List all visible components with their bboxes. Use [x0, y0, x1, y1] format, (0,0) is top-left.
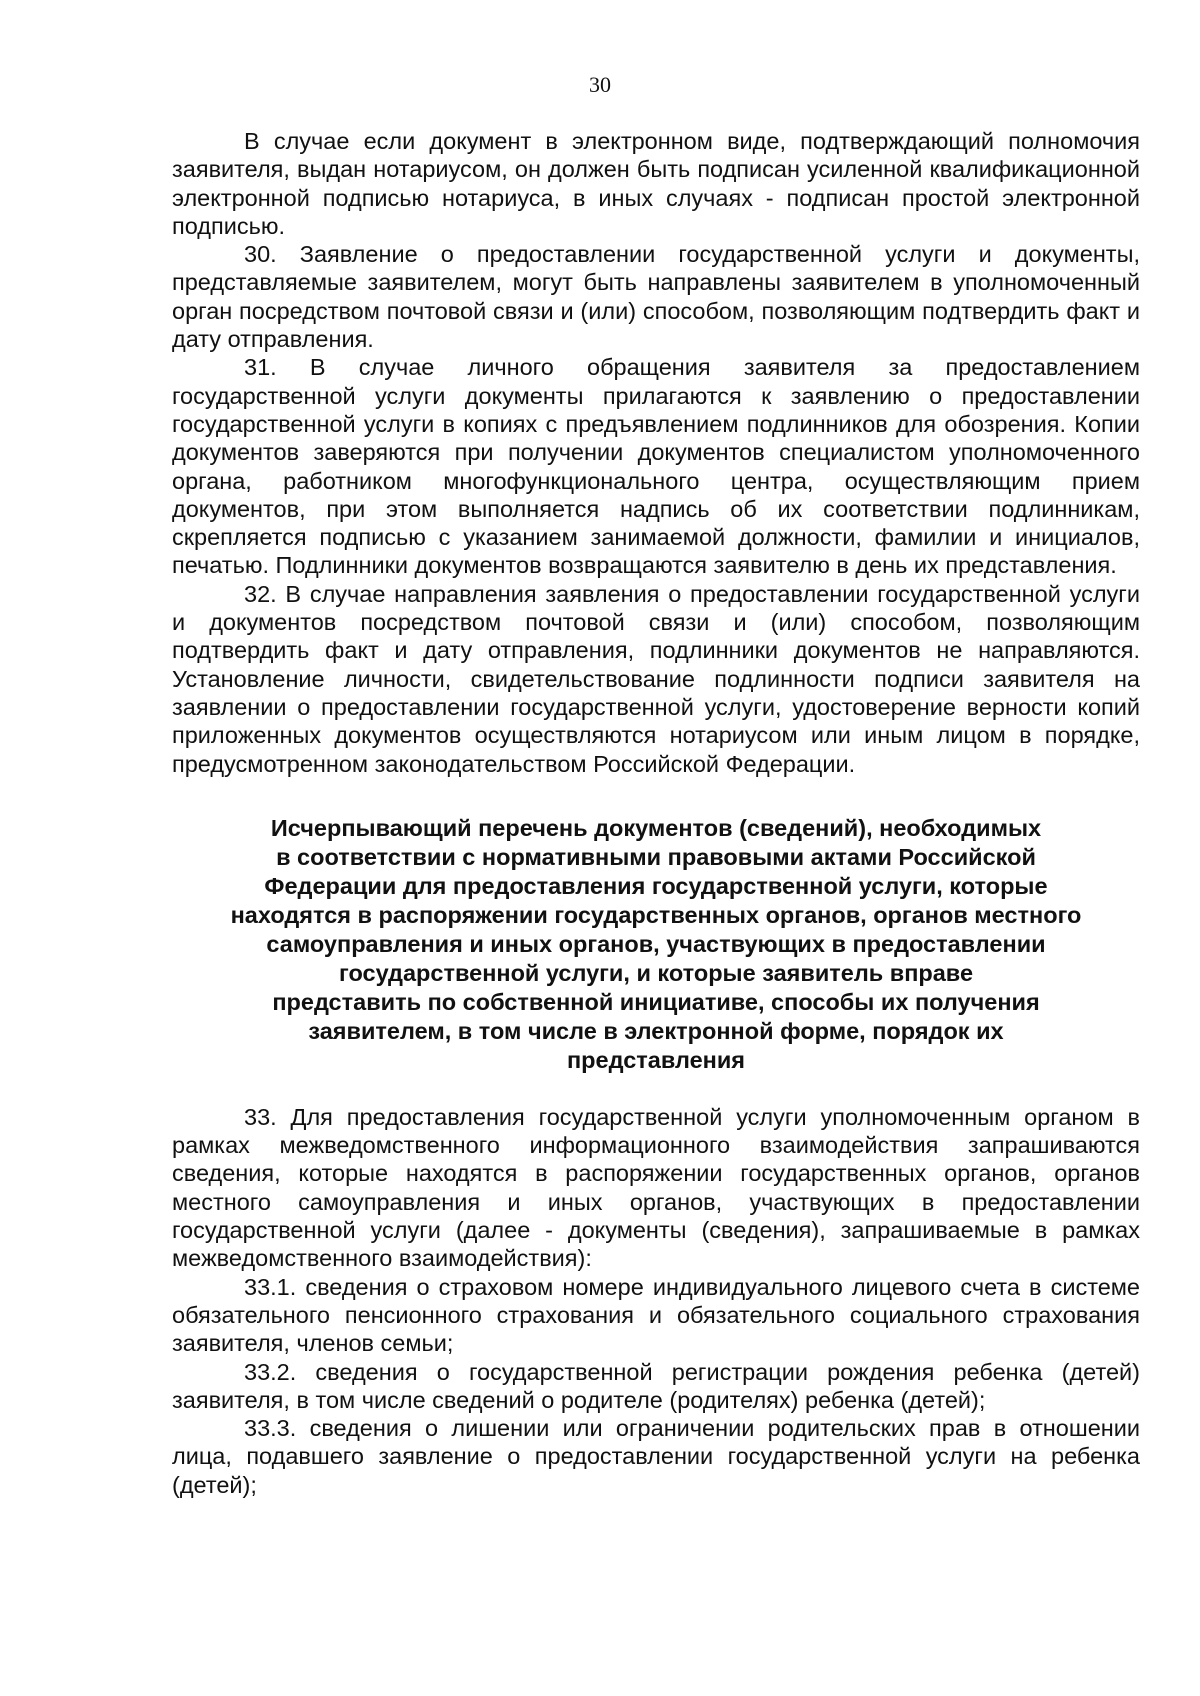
section-heading-line: представления — [566, 1046, 746, 1073]
paragraph-electronic-signature: В случае если документ в электронном виде, подтверждающий полномочия заявителя, выдан нотариусом, он должен быть подписан усиленной квалификационной электронной подписью нотариуса, в иных случаях - подписан простой электронной подписью. — [172, 128, 1140, 239]
page-number: 30 — [589, 72, 611, 97]
section-heading-line: находятся в распоряжении государственных органов, органов местного — [230, 901, 1082, 928]
section-heading-line: заявителем, в том числе в электронной форме, порядок их — [308, 1017, 1004, 1044]
paragraph-31: 31. В случае личного обращения заявителя за предоставлением государственной услуги документы прилагаются к заявлению о предоставлении государственной услуги в копиях с предъявлением подлинников для обозрения. Копии документов заверяются при получении документов специалистом уполномоченного органа, работником многофункционального центра, осуществляющим прием документов, при этом выполняется надпись об их соответствии подлинникам, скрепляется подписью с указанием занимаемой должности, фамилии и инициалов, печатью. Подлинники документов возвращаются заявителю в день их представления. — [172, 354, 1140, 579]
section-spacer — [172, 1075, 1140, 1103]
section-heading-line: Федерации для предоставления государственной услуги, которые — [264, 872, 1048, 899]
section-heading-line: государственной услуги, и которые заявитель вправе — [338, 959, 974, 986]
paragraph-33: 33. Для предоставления государственной услуги уполномоченным органом в рамках межведомственного информационного взаимодействия запрашиваются сведения, которые находятся в распоряжении государственных органов, органов местного самоуправления и иных органов, участвующих в предоставлении государственной услуги (далее - документы (сведения), запрашиваемые в рамках межведомственного взаимодействия): — [172, 1103, 1140, 1272]
paragraph-33-1: 33.1. сведения о страховом номере индивидуального лицевого счета в системе обязательного пенсионного страхования и обязательного социального страхования заявителя, членов семьи; — [172, 1273, 1140, 1357]
paragraph-32: 32. В случае направления заявления о предоставлении государственной услуги и документов посредством почтовой связи и (или) способом, позволяющим подтвердить факт и дату отправления, подлинники документов не направляются. Установление личности, свидетельствование подлинности подписи заявителя на заявлении о предоставлении государственной услуги, удостоверение верности копий приложенных документов осуществляются нотариусом или иным лицом в порядке, предусмотренном законодательством Российской Федерации. — [172, 580, 1140, 777]
paragraph-33-2: 33.2. сведения о государственной регистрации рождения ребенка (детей) заявителя, в том числе сведений о родителе (родителях) ребенка (детей); — [172, 1358, 1140, 1413]
section-heading — [172, 814, 1140, 1075]
section-heading-line: в соответствии с нормативными правовыми актами Российской — [276, 843, 1036, 870]
section-heading-line: представить по собственной инициативе, способы их получения — [272, 988, 1040, 1015]
section-heading-line: самоуправления и иных органов, участвующих в предоставлении — [266, 930, 1046, 957]
section-heading-line: Исчерпывающий перечень документов (сведений), необходимых — [270, 814, 1042, 841]
paragraph-30: 30. Заявление о предоставлении государственной услуги и документы, представляемые заявителем, могут быть направлены заявителем в уполномоченный орган посредством почтовой связи и (или) способом, позволяющим подтвердить факт и дату отправления. — [172, 241, 1140, 353]
paragraph-33-3: 33.3. сведения о лишении или ограничении родительских прав в отношении лица, подавшего заявление о предоставлении государственной услуги на ребенка (детей); — [172, 1415, 1140, 1498]
document-body — [172, 127, 1140, 1499]
